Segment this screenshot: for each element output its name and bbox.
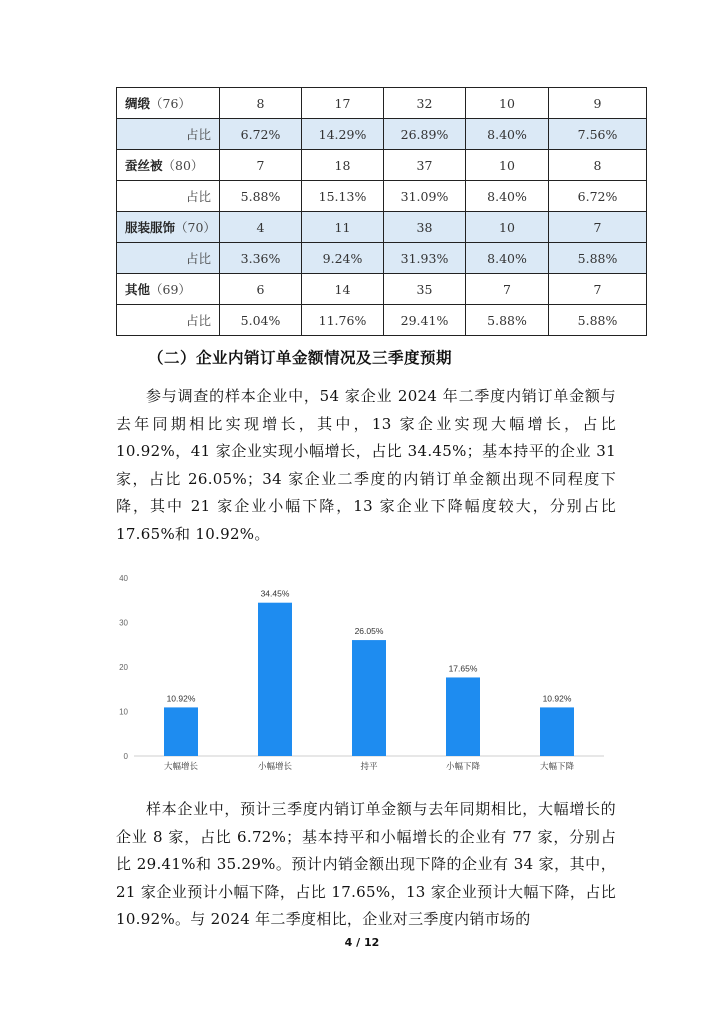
table-cell: 17 xyxy=(302,88,384,119)
row-label: 绸缎（76） xyxy=(117,88,220,119)
table-cell: 4 xyxy=(220,212,302,243)
table-cell: 9.24% xyxy=(302,243,384,274)
table-cell: 6.72% xyxy=(220,119,302,150)
bar-chart xyxy=(110,570,610,780)
table-cell: 7.56% xyxy=(549,119,647,150)
row-label: 其他（69） xyxy=(117,274,220,305)
x-tick-label: 大幅增长 xyxy=(163,762,199,772)
table-row xyxy=(117,181,647,212)
table-cell: 31.09% xyxy=(384,181,466,212)
data-label: 10.92% xyxy=(542,693,572,704)
table-cell: 35 xyxy=(384,274,466,305)
row-label: 蚕丝被（80） xyxy=(117,150,220,181)
order-table xyxy=(116,87,647,336)
paragraph-q3-forecast: 样本企业中，预计三季度内销订单金额与去年同期相比，大幅增长的企业 8 家，占比 6.72%；基本持平和小幅增长的企业有 77 家，分别占比 29.41%和 35.29%。预计内销金额出现下降的企业有 34 家，其中，21 家企业预计小幅下降，占比 17.65%，13 家企业预计大幅下降，占比 10.92%。与 2024 年二季度相比，企业对三季度内销市场的 xyxy=(116,800,616,928)
data-label: 10.92% xyxy=(166,693,196,704)
table-cell: 5.88% xyxy=(549,305,647,336)
data-label: 26.05% xyxy=(354,626,384,637)
data-label: 17.65% xyxy=(448,663,478,674)
table-cell: 7 xyxy=(549,212,647,243)
x-tick-label: 大幅下降 xyxy=(539,762,575,772)
table-row xyxy=(117,212,647,243)
y-tick-label: 40 xyxy=(119,574,128,583)
table-cell: 10 xyxy=(466,88,549,119)
row-label: 占比 xyxy=(117,243,220,274)
table-row xyxy=(117,305,647,336)
row-label: 服装服饰（70） xyxy=(117,212,220,243)
data-label: 34.45% xyxy=(260,588,290,599)
table-cell: 5.88% xyxy=(220,181,302,212)
table-cell: 7 xyxy=(220,150,302,181)
table-cell: 11 xyxy=(302,212,384,243)
table-cell: 26.89% xyxy=(384,119,466,150)
table-cell: 5.04% xyxy=(220,305,302,336)
table-cell: 10 xyxy=(466,212,549,243)
table-row xyxy=(117,274,647,305)
x-tick-label: 小幅增长 xyxy=(257,762,293,772)
table-cell: 11.76% xyxy=(302,305,384,336)
paragraph-q2-sales: 参与调查的样本企业中，54 家企业 2024 年二季度内销订单金额与去年同期相比实现增长，其中，13 家企业实现大幅增长，占比 10.92%，41 家企业实现小幅增长，占比 34.45%；基本持平的企业 31 家，占比 26.05%；34 家企业二季度的内销订单金额出现不同程度下降，其中 21 家企业小幅下降，13 家企业下降幅度较大，分别占比 17.65%和 10.92%。 xyxy=(116,387,616,543)
x-tick-label: 小幅下降 xyxy=(445,762,481,772)
table-row xyxy=(117,150,647,181)
y-tick-label: 10 xyxy=(119,707,128,717)
bar xyxy=(352,640,386,756)
table-row xyxy=(117,119,647,150)
table-cell: 14.29% xyxy=(302,119,384,150)
y-tick-label: 30 xyxy=(119,618,128,628)
page-number: 4 / 12 xyxy=(344,936,380,949)
section-heading: （二）企业内销订单金额情况及三季度预期 xyxy=(148,349,453,367)
table-row xyxy=(117,243,647,274)
table-cell: 32 xyxy=(384,88,466,119)
row-label: 占比 xyxy=(117,305,220,336)
table-cell: 31.93% xyxy=(384,243,466,274)
bar xyxy=(446,677,480,756)
table-cell: 7 xyxy=(549,274,647,305)
table-cell: 10 xyxy=(466,150,549,181)
table-cell: 14 xyxy=(302,274,384,305)
table-cell: 8.40% xyxy=(466,181,549,212)
table-cell: 5.88% xyxy=(466,305,549,336)
table-cell: 29.41% xyxy=(384,305,466,336)
table-cell: 8.40% xyxy=(466,243,549,274)
x-tick-label: 持平 xyxy=(360,762,378,772)
table-cell: 6 xyxy=(220,274,302,305)
table-cell: 15.13% xyxy=(302,181,384,212)
table-row xyxy=(117,88,647,119)
table-cell: 8 xyxy=(220,88,302,119)
table-cell: 6.72% xyxy=(549,181,647,212)
bar xyxy=(540,707,574,756)
y-tick-label: 0 xyxy=(123,752,128,761)
table-cell: 3.36% xyxy=(220,243,302,274)
bar xyxy=(258,603,292,756)
table-cell: 8 xyxy=(549,150,647,181)
table-cell: 7 xyxy=(466,274,549,305)
row-label: 占比 xyxy=(117,119,220,150)
table-cell: 8.40% xyxy=(466,119,549,150)
y-tick-label: 20 xyxy=(119,663,128,672)
table-cell: 37 xyxy=(384,150,466,181)
table-cell: 38 xyxy=(384,212,466,243)
table-cell: 18 xyxy=(302,150,384,181)
row-label: 占比 xyxy=(117,181,220,212)
table-cell: 5.88% xyxy=(549,243,647,274)
table-cell: 9 xyxy=(549,88,647,119)
bar xyxy=(164,707,198,756)
